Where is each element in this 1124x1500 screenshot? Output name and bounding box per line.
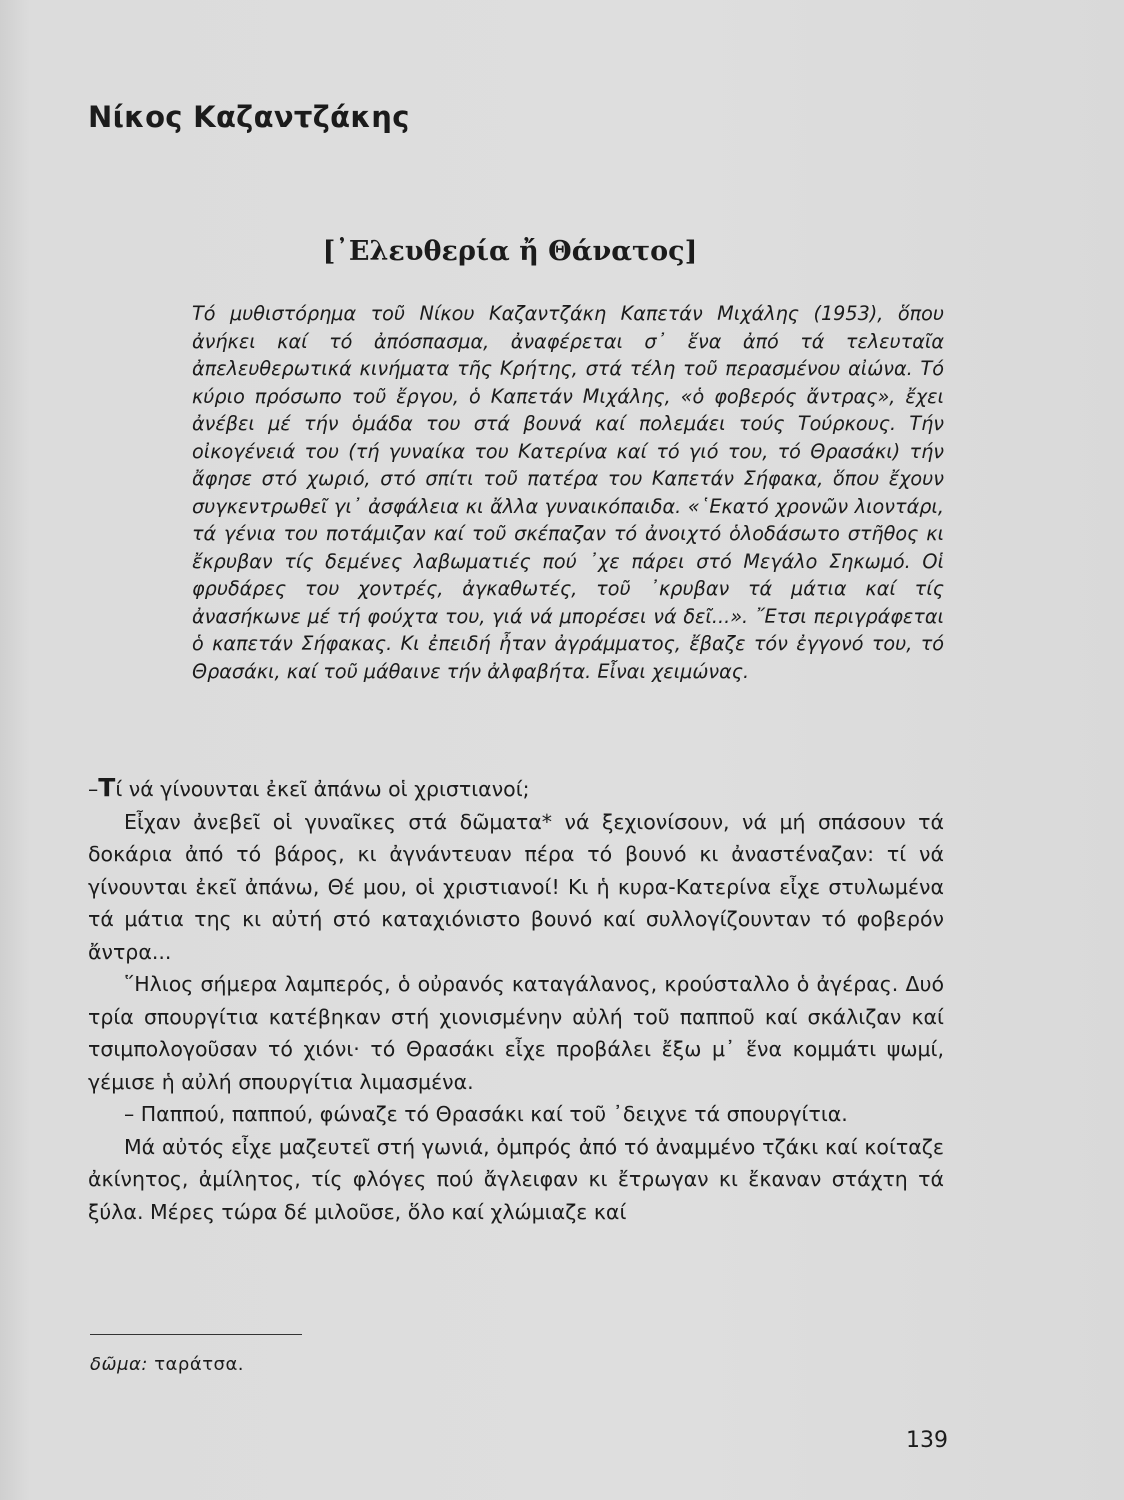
- body-paragraph-2: Εἶχαν ἀνεβεῖ οἱ γυναῖκες στά δῶματα* νά ξεχιονίσουν, νά μή σπάσουν τά δοκάρια ἀπό τό βάρος, κι ἀγνάντευαν πέρα τό βουνό κι ἀναστέναζαν: τί νά γίνουνται ἐκεῖ ἀπάνω, Θέ μου, οἱ χριστιανοί! Κι ἡ κυρα-Κατερίνα εἶχε στυλωμένα τά μάτια της κι αὐτή στό καταχιόνιστο βουνό καί συλλογίζουνταν τό φοβερόν ἄντρα...: [88, 809, 944, 964]
- footnote-definition: ταράτσα.: [154, 1354, 245, 1375]
- footnote-divider: [90, 1334, 302, 1335]
- drop-initial: Τ: [98, 773, 116, 802]
- page-number: 139: [906, 1428, 948, 1453]
- body-paragraph-4: – Παππού, παππού, φώναζε τό Θρασάκι καί τοῦ ᾽δειχνε τά σπουργίτια.: [124, 1102, 848, 1126]
- chapter-title: [0, 236, 1020, 267]
- chapter-title-text: [᾽Ελευθερία ἤ Θάνατος]: [322, 236, 698, 267]
- body-paragraph-5: Μά αὐτός εἶχε μαζευτεῖ στή γωνιά, ὀμπρός ἀπό τό ἀναμμένο τζάκι καί κοίταζε ἀκίνητος, ἀμίλητος, τίς φλόγες πού ἄγλειφαν κι ἔτρωγαν κι ἔκαναν στάχτη τά ξύλα. Μέρες τώρα δέ μιλοῦσε, ὅλο καί χλώμιαζε καί: [88, 1134, 944, 1224]
- intro-summary: [192, 300, 944, 685]
- dash: –: [88, 777, 99, 801]
- intro-paragraph: Τό μυθιστόρημα τοῦ Νίκου Καζαντζάκη Καπετάν Μιχάλης (1953), ὅπου ἀνήκει καί τό ἀπόσπασμα, ἀναφέρεται σ᾽ ἕνα ἀπό τά τελευταῖα ἀπελευθερωτικά κινήματα τῆς Κρήτης, στά τέλη τοῦ περασμένου αἰώνα. Τό κύριο πρόσωπο τοῦ ἔργου, ὁ Καπετάν Μιχάλης, «ὁ φοβερός ἄντρας», ἔχει ἀνέβει μέ τήν ὁμάδα του στά βουνά καί πολεμάει τούς Τούρκους. Τήν οἰκογένειά του (τή γυναίκα του Κατερίνα καί τό γιό του, τό Θρασάκι) τήν ἄφησε στό χωριό, στό σπίτι τοῦ πατέρα του Καπετάν Σήφακα, ὅπου ἔχουν συγκεντρωθεῖ γι᾽ ἀσφάλεια κι ἄλλα γυναικόπαιδα. «῾Εκατό χρονῶν λιοντάρι, τά γένια του ποτάμιζαν καί τοῦ σκέπαζαν τό ἀνοιχτό ὁλοδάσωτο στῆθος κι ἔκρυβαν τίς δεμένες λαβωματιές πού ᾽χε πάρει στό Μεγάλο Σηκωμό. Οἱ φρυδάρες του χοντρές, ἀγκαθωτές, τοῦ ᾽κρυβαν τά μάτια καί τίς ἀνασήκωνε μέ τή φούχτα του, γιά νά μπορέσει νά δεῖ...». ῎Ετσι περιγράφεται ὁ καπετάν Σήφακας. Κι ἐπειδή ἦταν ἀγράμματος, ἔβαζε τόν ἐγγονό του, τό Θρασάκι, καί τοῦ μάθαινε τήν ἀλφαβήτα. Εἶναι χειμώνας.: [192, 302, 944, 683]
- footnote: [90, 1354, 244, 1375]
- main-text: [88, 772, 944, 1228]
- body-paragraph-1: [88, 772, 944, 806]
- paragraph-text: ί νά γίνουνται ἐκεῖ ἀπάνω οἱ χριστιανοί;: [115, 777, 530, 801]
- footnote-term: δῶμα:: [90, 1354, 148, 1375]
- body-paragraph-3: ῞Ηλιος σήμερα λαμπερός, ὁ οὐρανός καταγάλανος, κρούσταλλο ὁ ἀγέρας. Δυό τρία σπουργίτια κατέβηκαν στή χιονισμένην αὐλή τοῦ παπποῦ καί σκάλιζαν καί τσιμπολογοῦσαν τό χιόνι· τό Θρασάκι εἶχε προβάλει ἔξω μ᾽ ἕνα κομμάτι ψωμί, γέμισε ἡ αὐλή σπουργίτια λιμασμένα.: [88, 972, 944, 1094]
- author-heading: Νίκος Καζαντζάκης: [88, 100, 410, 134]
